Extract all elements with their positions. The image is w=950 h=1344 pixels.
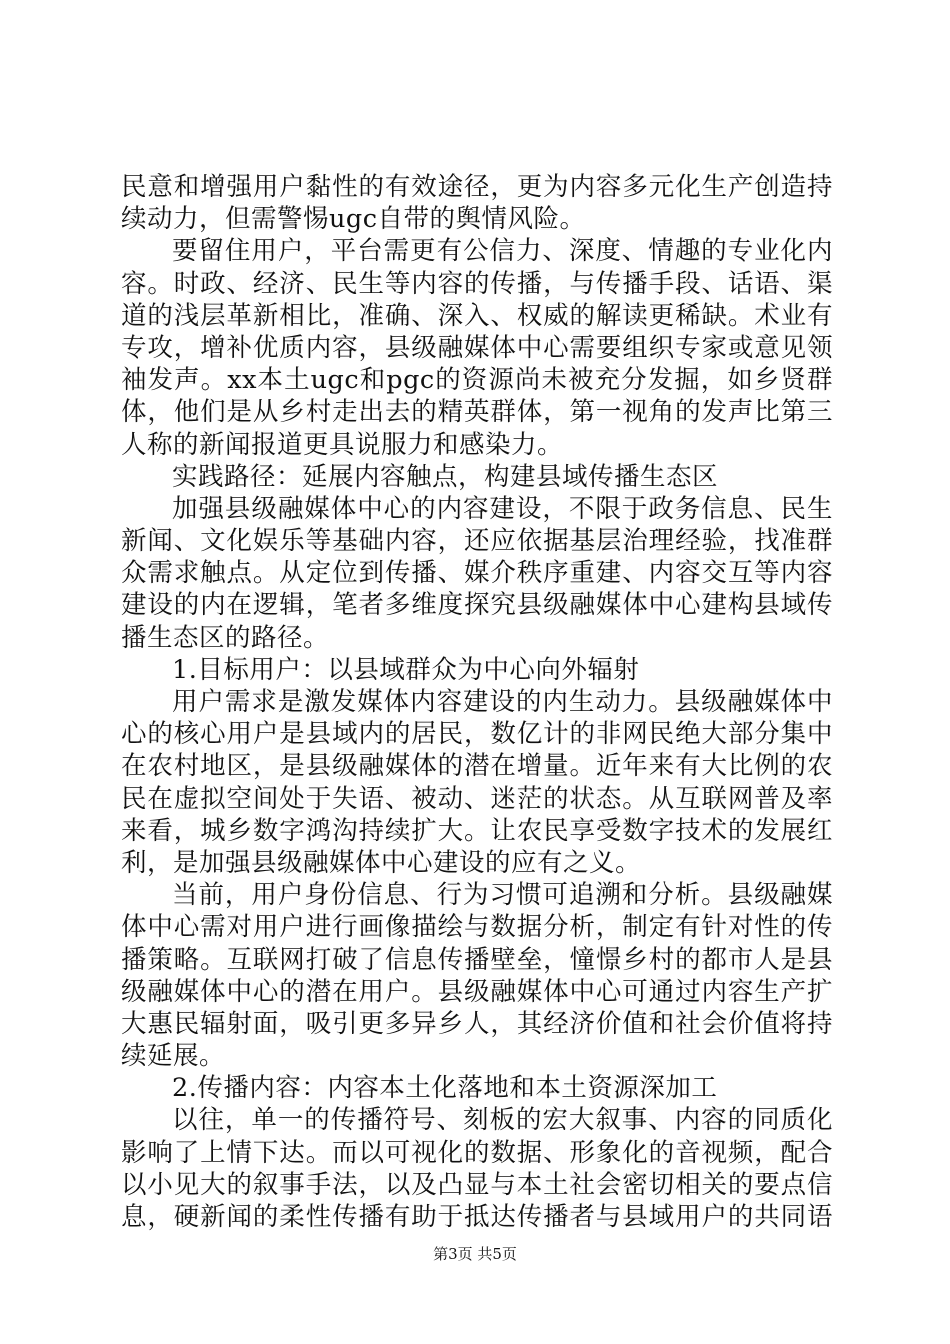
text-line: 体中心需对用户进行画像描绘与数据分析，制定有针对性的传: [121, 912, 833, 943]
text-line: 容。时政、经济、民生等内容的传播，与传播手段、话语、渠: [121, 268, 833, 299]
text-line: 续延展。: [121, 1041, 226, 1072]
text-line: 新闻、文化娱乐等基础内容，还应依据基层治理经验，找准群: [121, 526, 833, 557]
text-line: 来看，城乡数字鸿沟持续扩大。让农民享受数字技术的发展红: [121, 815, 833, 846]
text-line: 1.目标用户：以县域群众为中心向外辐射: [172, 654, 640, 685]
text-line: 以往，单一的传播符号、刻板的宏大叙事、内容的同质化: [172, 1105, 833, 1136]
text-line: 播生态区的路径。: [121, 622, 330, 653]
body-text: [121, 171, 833, 1233]
text-line: 当前，用户身份信息、行为习惯可追溯和分析。县级融媒: [172, 880, 833, 911]
text-line: 众需求触点。从定位到传播、媒介秩序重建、内容交互等内容: [121, 558, 833, 589]
text-line: 影响了上情下达。而以可视化的数据、形象化的音视频，配合: [121, 1137, 833, 1168]
text-line: 民在虚拟空间处于失语、被动、迷茫的状态。从互联网普及率: [121, 783, 833, 814]
text-line: 加强县级融媒体中心的内容建设，不限于政务信息、民生: [172, 493, 833, 524]
text-line: 道的浅层革新相比，准确、深入、权威的解读更稀缺。术业有: [121, 300, 833, 331]
text-line: 用户需求是激发媒体内容建设的内生动力。县级融媒体中: [172, 687, 833, 717]
text-line: 2.传播内容：内容本土化落地和本土资源深加工: [172, 1073, 718, 1104]
text-line: 级融媒体中心的潜在用户。县级融媒体中心可通过内容生产扩: [121, 976, 833, 1007]
text-line: 利，是加强县级融媒体中心建设的应有之义。: [121, 847, 642, 878]
text-line: 在农村地区，是县级融媒体的潜在增量。近年来有大比例的农: [121, 751, 833, 782]
text-line: 袖发声。xx本土ugc和pgc的资源尚未被充分发掘，如乡贤群: [121, 365, 833, 396]
text-line: 心的核心用户是县域内的居民，数亿计的非网民绝大部分集中: [121, 719, 833, 750]
text-line: 大惠民辐射面，吸引更多异乡人，其经济价值和社会价值将持: [121, 1008, 833, 1039]
text-line: 专攻，增补优质内容，县级融媒体中心需要组织专家或意见领: [121, 332, 833, 363]
text-line: 要留住用户，平台需更有公信力、深度、情趣的专业化内: [172, 236, 833, 267]
text-line: 民意和增强用户黏性的有效途径，更为内容多元化生产创造持: [121, 172, 833, 202]
text-line: 以小见大的叙事手法，以及凸显与本土社会密切相关的要点信: [121, 1169, 833, 1200]
text-line: 实践路径：延展内容触点，构建县域传播生态区: [172, 461, 719, 492]
page-footer: 第3页 共5页: [433, 1245, 517, 1263]
text-line: 体，他们是从乡村走出去的精英群体，第一视角的发声比第三: [121, 397, 833, 428]
text-line: 播策略。互联网打破了信息传播壁垒，憧憬乡村的都市人是县: [121, 944, 833, 975]
text-line: 人称的新闻报道更具说服力和感染力。: [121, 429, 564, 460]
text-line: 续动力，但需警惕ugc自带的舆情风险。: [121, 204, 586, 235]
text-line: 息，硬新闻的柔性传播有助于抵达传播者与县域用户的共同语: [121, 1202, 833, 1232]
text-line: 建设的内在逻辑，笔者多维度探究县级融媒体中心建构县域传: [121, 590, 833, 621]
